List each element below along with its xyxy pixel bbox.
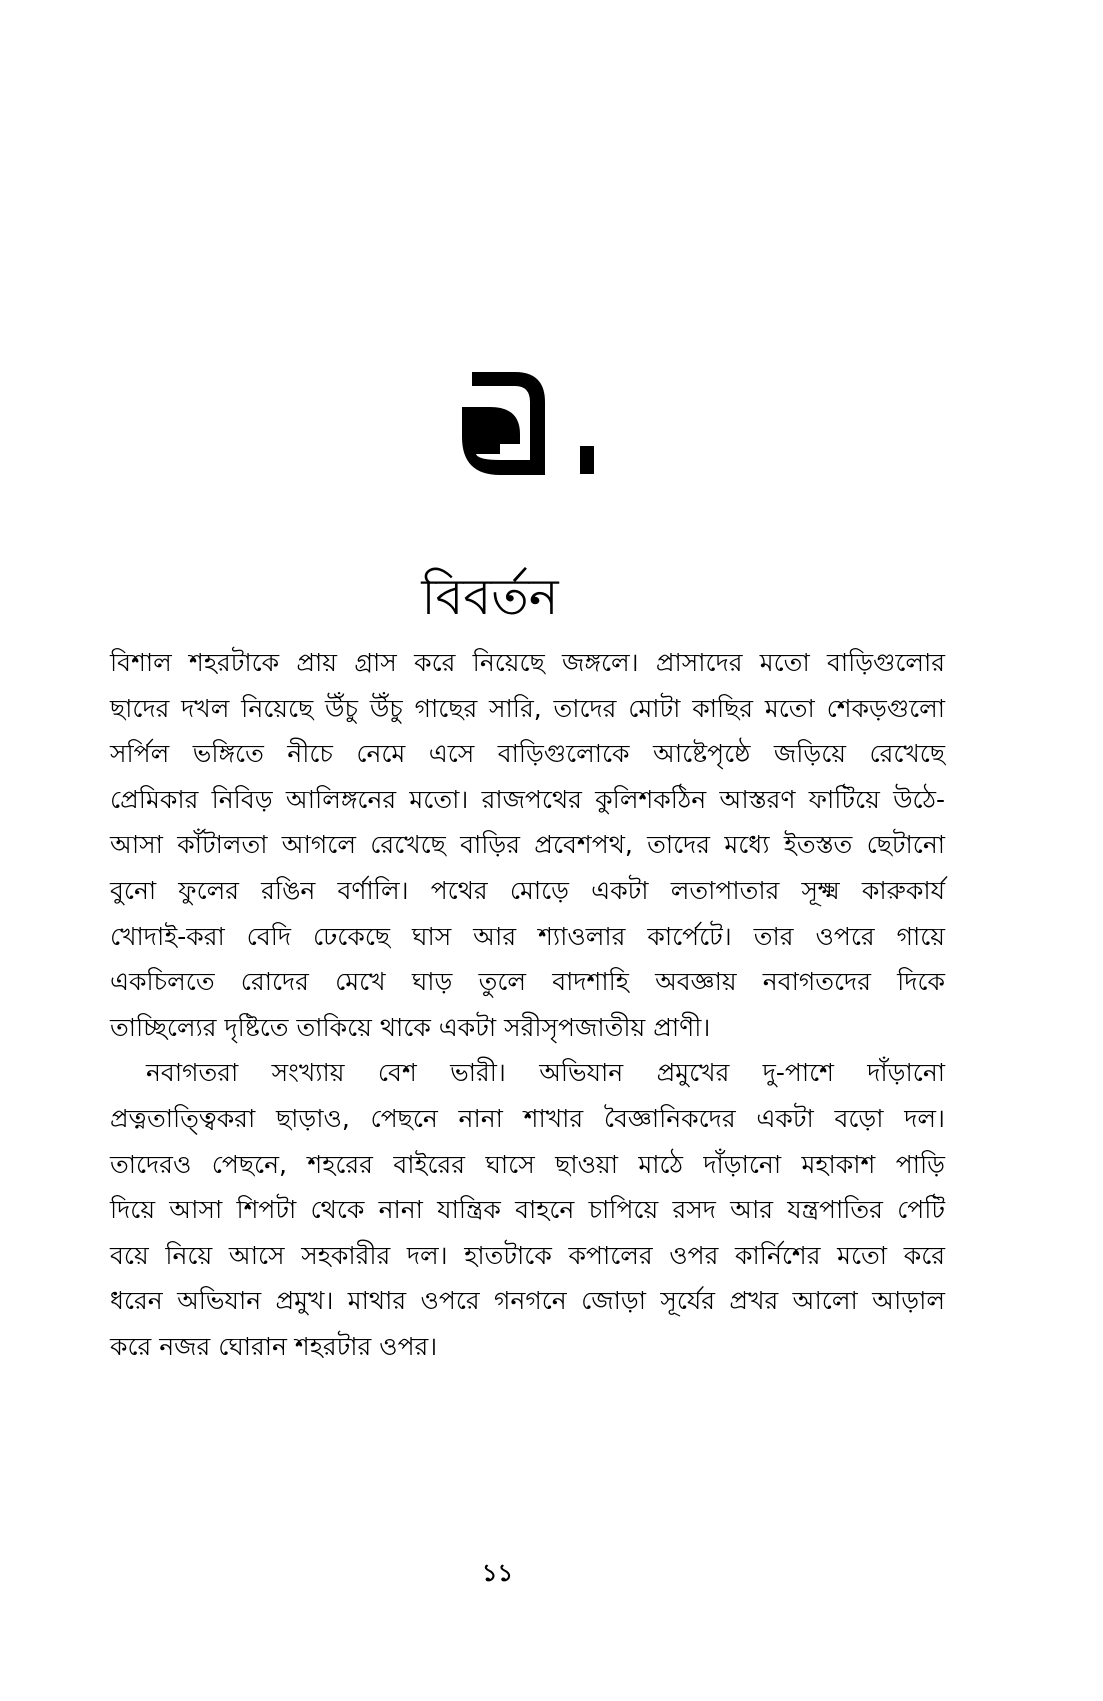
text-line: সর্পিল ভঙ্গিতে নীচে নেমে এসে বাড়িগুলোকে আষ্টেপৃষ্ঠে জড়িয়ে রেখেছে bbox=[110, 739, 945, 769]
chapter-title: বিবর্তন bbox=[421, 567, 559, 626]
text-line: তাদেরও পেছনে, শহরের বাইরের ঘাসে ছাওয়া মাঠে দাঁড়ানো মহাকাশ পাড়ি bbox=[110, 1149, 945, 1179]
text-line: দিয়ে আসা শিপটা থেকে নানা যান্ত্রিক বাহনে চাপিয়ে রসদ আর যন্ত্রপাতির পেটি bbox=[110, 1195, 945, 1225]
chapter-number bbox=[460, 372, 610, 482]
page-number: ১১ bbox=[481, 1559, 514, 1587]
text-line: আসা কাঁটালতা আগলে রেখেছে বাড়ির প্রবেশপথ, তাদের মধ্যে ইতস্তত ছেটানো bbox=[110, 830, 945, 860]
text-line: তাচ্ছিল্যের দৃষ্টিতে তাকিয়ে থাকে একটা সরীসৃপজাতীয় প্রাণী। bbox=[110, 1012, 711, 1042]
text-line: প্রত্নতাত্ত্বিকরা ছাড়াও, পেছনে নানা শাখার বৈজ্ঞানিকদের একটা বড়ো দল। bbox=[110, 1103, 945, 1133]
text-line: বুনো ফুলের রঙিন বর্ণালি। পথের মোড়ে একটা লতাপাতার সূক্ষ্ম কারুকার্য bbox=[110, 875, 945, 905]
text-line: বিশাল শহরটাকে প্রায় গ্রাস করে নিয়েছে জঙ্গলে। প্রাসাদের মতো বাড়িগুলোর bbox=[110, 648, 945, 677]
text-line: বয়ে নিয়ে আসে সহকারীর দল। হাতটাকে কপালের ওপর কার্নিশের মতো করে bbox=[110, 1240, 945, 1270]
text-line: করে নজর ঘোরান শহরটার ওপর। bbox=[110, 1331, 438, 1361]
text-line: একচিলতে রোদের মেখে ঘাড় তুলে বাদশাহি অবজ্ঞায় নবাগতদের দিকে bbox=[110, 967, 945, 997]
text-line: নবাগতরা সংখ্যায় বেশ ভারী। অভিযান প্রমুখের দু-পাশে দাঁড়ানো bbox=[146, 1058, 945, 1088]
chapter-body bbox=[110, 640, 945, 1370]
text-line: ধরেন অভিযান প্রমুখ। মাথার ওপরে গনগনে জোড়া সূর্যের প্রখর আলো আড়াল bbox=[110, 1286, 945, 1316]
paragraph-1 bbox=[110, 640, 945, 1050]
chapter-numeral-one-glyph-icon bbox=[460, 372, 610, 482]
paragraph-2 bbox=[110, 1050, 945, 1369]
text-line: প্রেমিকার নিবিড় আলিঙ্গনের মতো। রাজপথের কুলিশকঠিন আস্তরণ ফাটিয়ে উঠে- bbox=[110, 784, 945, 814]
text-line: ছাদের দখল নিয়েছে উঁচু উঁচু গাছের সারি, তাদের মোটা কাছির মতো শেকড়গুলো bbox=[110, 693, 945, 723]
text-line: খোদাই-করা বেদি ঢেকেছে ঘাস আর শ্যাওলার কার্পেটে। তার ওপরে গায়ে bbox=[110, 921, 945, 951]
